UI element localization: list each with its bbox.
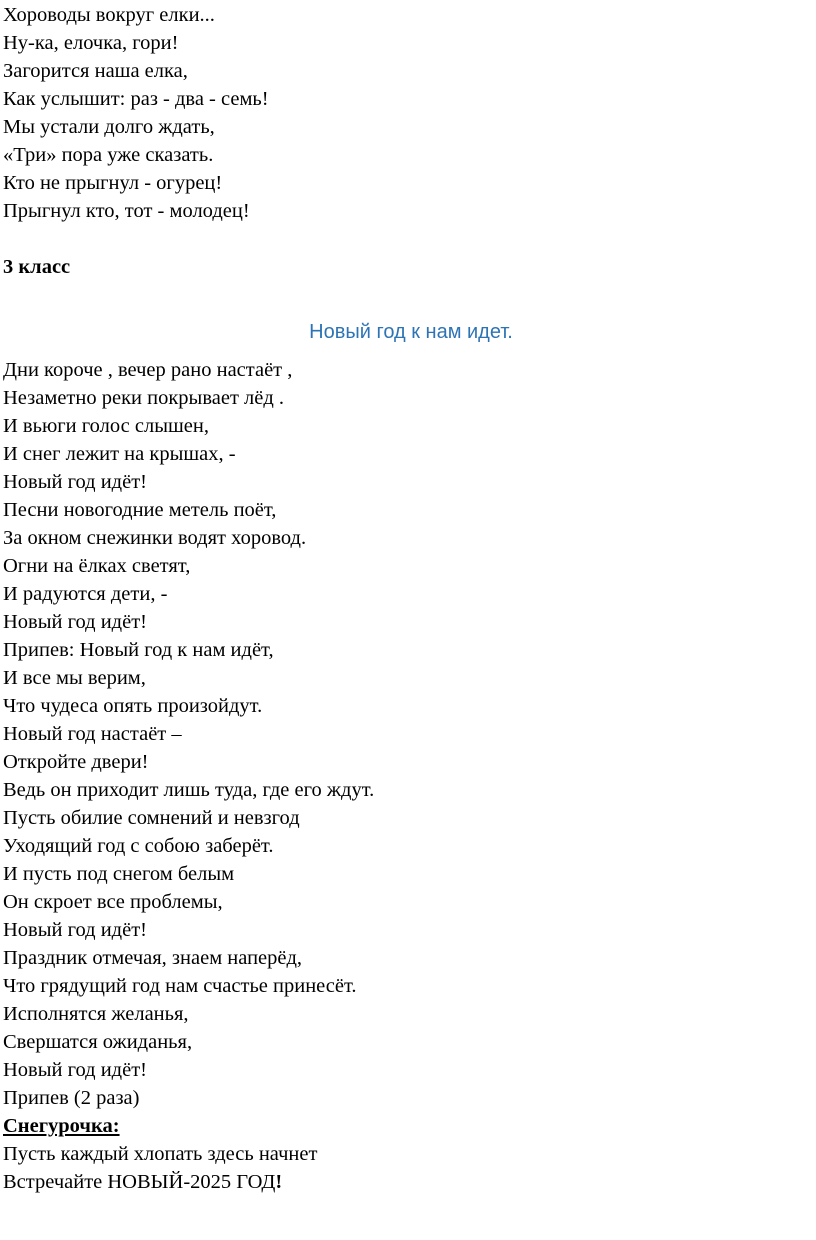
song-line: Огни на ёлках светят,: [3, 555, 191, 577]
song-title: Новый год к нам идет.: [309, 321, 513, 343]
poem-line: Хороводы вокруг елки...: [3, 4, 215, 26]
song-line: Песни новогодние метель поёт,: [3, 499, 277, 521]
poem-line: Прыгнул кто, тот - молодец!: [3, 200, 250, 222]
song-line: Новый год идёт!: [3, 471, 148, 493]
song-line: Свершатся ожиданья,: [3, 1031, 193, 1053]
song-line: Новый год идёт!: [3, 919, 148, 941]
song-line: Что грядущий год нам счастье принесёт.: [3, 975, 357, 997]
song-line: Новый год идёт!: [3, 611, 148, 633]
song-line: Он скроет все проблемы,: [3, 891, 223, 913]
song-line: Ведь он приходит лишь туда, где его ждут.: [3, 779, 375, 801]
song-line: Откройте двери!: [3, 751, 149, 773]
exclamation-mark: !: [275, 1171, 283, 1193]
song-line: И все мы верим,: [3, 667, 146, 689]
song-line: Припев (2 раза): [3, 1087, 140, 1109]
poem-line: Ну-ка, елочка, гори!: [3, 32, 179, 54]
song-line: Праздник отмечая, знаем наперёд,: [3, 947, 303, 969]
song-line: И радуются дети, -: [3, 583, 168, 605]
song-line: Незаметно реки покрывает лёд .: [3, 387, 285, 409]
song-line: Что чудеса опять произойдут.: [3, 695, 263, 717]
intro-poem: [3, 1, 811, 225]
closing-line: Пусть каждый хлопать здесь начнет: [3, 1143, 318, 1165]
class-heading: 3 класс: [3, 256, 71, 278]
snegurochka-heading: Снегурочка:: [3, 1115, 120, 1137]
poem-line: Мы устали долго ждать,: [3, 116, 215, 138]
closing-line-text: Встречайте НОВЫЙ-2025 ГОД: [3, 1171, 276, 1193]
song-line: Дни короче , вечер рано настаёт ,: [3, 359, 293, 381]
song-line: Новый год настаёт –: [3, 723, 182, 745]
song-line: И вьюги голос слышен,: [3, 415, 209, 437]
song-line: И пусть под снегом белым: [3, 863, 235, 885]
document-page: [3, 0, 811, 1196]
poem-line: «Три» пора уже сказать.: [3, 144, 214, 166]
song-line: Новый год идёт!: [3, 1059, 148, 1081]
poem-line: Как услышит: раз - два - семь!: [3, 88, 269, 110]
song-line: Пусть обилие сомнений и невзгод: [3, 807, 300, 829]
song-lyrics: [3, 356, 811, 1196]
song-line: Уходящий год с собою заберёт.: [3, 835, 274, 857]
song-line: Исполнятся желанья,: [3, 1003, 189, 1025]
song-line: Припев: Новый год к нам идёт,: [3, 639, 274, 661]
closing-line: [3, 1168, 811, 1196]
song-line: И снег лежит на крышах, -: [3, 443, 236, 465]
poem-line: Загорится наша елка,: [3, 60, 188, 82]
poem-line: Кто не прыгнул - огурец!: [3, 172, 223, 194]
song-line: За окном снежинки водят хоровод.: [3, 527, 307, 549]
